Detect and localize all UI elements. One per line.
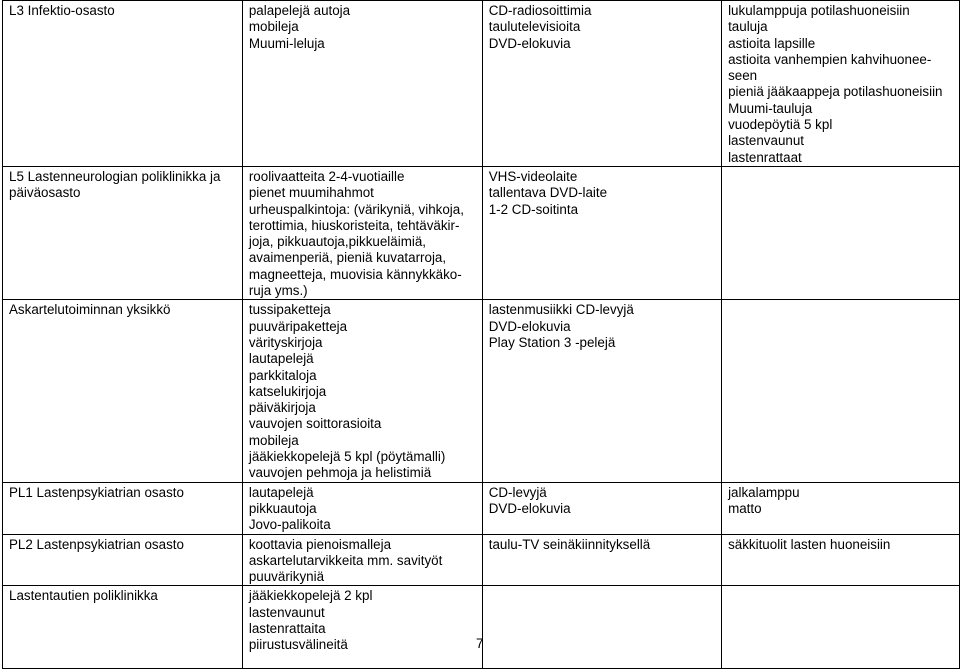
cell-line: piirustusvälineitä [248, 637, 348, 653]
other-cell [722, 586, 960, 669]
cell-line: jääkiekkopelejä 2 kpl [248, 588, 373, 604]
cell-line: ruja yms.) [248, 283, 308, 299]
toys-cell [242, 534, 482, 586]
cell-line: taulu-TV seinäkiinnityksellä [488, 536, 651, 552]
unit-cell [3, 1, 243, 167]
cell-line: Askartelutoiminnan yksikkö [9, 302, 171, 318]
cell-line: 1-2 CD-soitinta [488, 201, 579, 217]
cell-line: Muumi-tauluja [728, 100, 813, 116]
cell-line: L5 Lastenneurologian poliklinikka ja [9, 168, 221, 184]
toys-cell [242, 586, 482, 669]
cell-line: astioita vanhempien kahvihuonee- [728, 51, 932, 67]
cell-line: parkkitaloja [248, 367, 317, 383]
cell-line: lastenmusiikki CD-levyjä [488, 302, 634, 318]
cell-line: jalkalamppu [728, 484, 800, 500]
cell-line: terottimia, hiuskoristeita, tehtäväkir- [248, 217, 460, 233]
toys-cell [242, 1, 482, 167]
media-cell [482, 300, 721, 482]
cell-line: vauvojen pehmoja ja helistimiä [248, 465, 432, 481]
table-row [3, 586, 960, 669]
cell-line: pikkuautoja [248, 500, 317, 516]
cell-line: tallentava DVD-laite [488, 185, 608, 201]
cell-line: puuvärikyniä [248, 569, 325, 585]
cell-line: Lastentautien poliklinikka [9, 588, 158, 604]
toys-cell [242, 300, 482, 482]
table-row [3, 166, 960, 299]
media-cell [482, 534, 721, 586]
cell-line: katselukirjoja [248, 383, 327, 399]
cell-line: joja, pikkuautoja,pikkueläimiä, [248, 234, 426, 250]
cell-line: astioita lapsille [728, 35, 816, 51]
cell-line: lautapelejä [248, 351, 314, 367]
cell-line: CD-radiosoittimia [488, 3, 592, 18]
cell-line: värityskirjoja [248, 334, 323, 350]
cell-line: pienet muumihahmot [248, 185, 374, 201]
unit-cell [3, 534, 243, 586]
table-row [3, 534, 960, 586]
table-row [3, 300, 960, 482]
media-cell [482, 482, 721, 534]
cell-line: lastenrattaat [728, 149, 802, 165]
cell-line: tussipaketteja [248, 302, 331, 318]
other-cell [722, 534, 960, 586]
unit-cell [3, 166, 243, 299]
cell-line: VHS-videolaite [488, 168, 578, 184]
table-row [3, 482, 960, 534]
unit-cell [3, 482, 243, 534]
other-cell [722, 166, 960, 299]
cell-line: vauvojen soittorasioita [248, 416, 382, 432]
cell-line: päiväosasto [9, 185, 81, 201]
cell-line: lautapelejä [248, 484, 314, 500]
cell-line: jääkiekkopelejä 5 kpl (pöytämalli) [248, 449, 446, 465]
cell-line: CD-levyjä [488, 484, 547, 500]
cell-line: Jovo-palikoita [248, 517, 331, 533]
media-cell [482, 586, 721, 669]
cell-line: avaimenperiä, pieniä kuvatarroja, [248, 250, 447, 266]
cell-line: mobileja [248, 432, 299, 448]
unit-cell [3, 586, 243, 669]
cell-line: roolivaatteita 2-4-vuotiaille [248, 168, 405, 184]
table-row [3, 1, 960, 167]
cell-line: mobileja [248, 19, 299, 35]
cell-line: DVD-elokuvia [488, 318, 571, 334]
cell-line: vuodepöytiä 5 kpl [728, 117, 833, 133]
table-body [3, 1, 960, 669]
cell-line: DVD-elokuvia [488, 35, 571, 51]
cell-line: PL2 Lastenpsykiatrian osasto [9, 536, 184, 552]
media-cell [482, 1, 721, 167]
page-number: 7 [476, 636, 484, 651]
cell-line: Play Station 3 -pelejä [488, 334, 616, 350]
other-cell [722, 482, 960, 534]
cell-line: magneetteja, muovisia kännykkäko- [248, 266, 462, 282]
cell-line: puuväripaketteja [248, 318, 348, 334]
cell-line: pieniä jääkaappeja potilashuoneisiin [728, 84, 943, 100]
cell-line: L3 Infektio-osasto [9, 3, 115, 18]
toys-cell [242, 166, 482, 299]
other-cell [722, 300, 960, 482]
cell-line: lastenvaunut [248, 604, 325, 620]
cell-line: seen [728, 68, 758, 84]
cell-line: taulutelevisioita [488, 19, 581, 35]
cell-line: tauluja [728, 19, 768, 35]
cell-line: Muumi-leluja [248, 35, 325, 51]
cell-line: PL1 Lastenpsykiatrian osasto [9, 484, 184, 500]
cell-line: lastenvaunut [728, 133, 805, 149]
cell-line: DVD-elokuvia [488, 500, 571, 516]
cell-line: askartelutarvikkeita mm. savityöt [248, 552, 443, 568]
toys-cell [242, 482, 482, 534]
cell-line: säkkituolit lasten huoneisiin [728, 536, 891, 552]
donations-table [2, 0, 960, 669]
cell-line: urheuspalkintoja: (värikyniä, vihkoja, [248, 201, 464, 217]
unit-cell [3, 300, 243, 482]
cell-line: matto [728, 500, 762, 516]
cell-line: palapelejä autoja [248, 3, 351, 18]
cell-line: päiväkirjoja [248, 400, 316, 416]
cell-line: lastenrattaita [248, 620, 326, 636]
other-cell [722, 1, 960, 167]
cell-line: koottavia pienoismalleja [248, 536, 392, 552]
cell-line: lukulamppuja potilashuoneisiin [728, 3, 910, 18]
media-cell [482, 166, 721, 299]
